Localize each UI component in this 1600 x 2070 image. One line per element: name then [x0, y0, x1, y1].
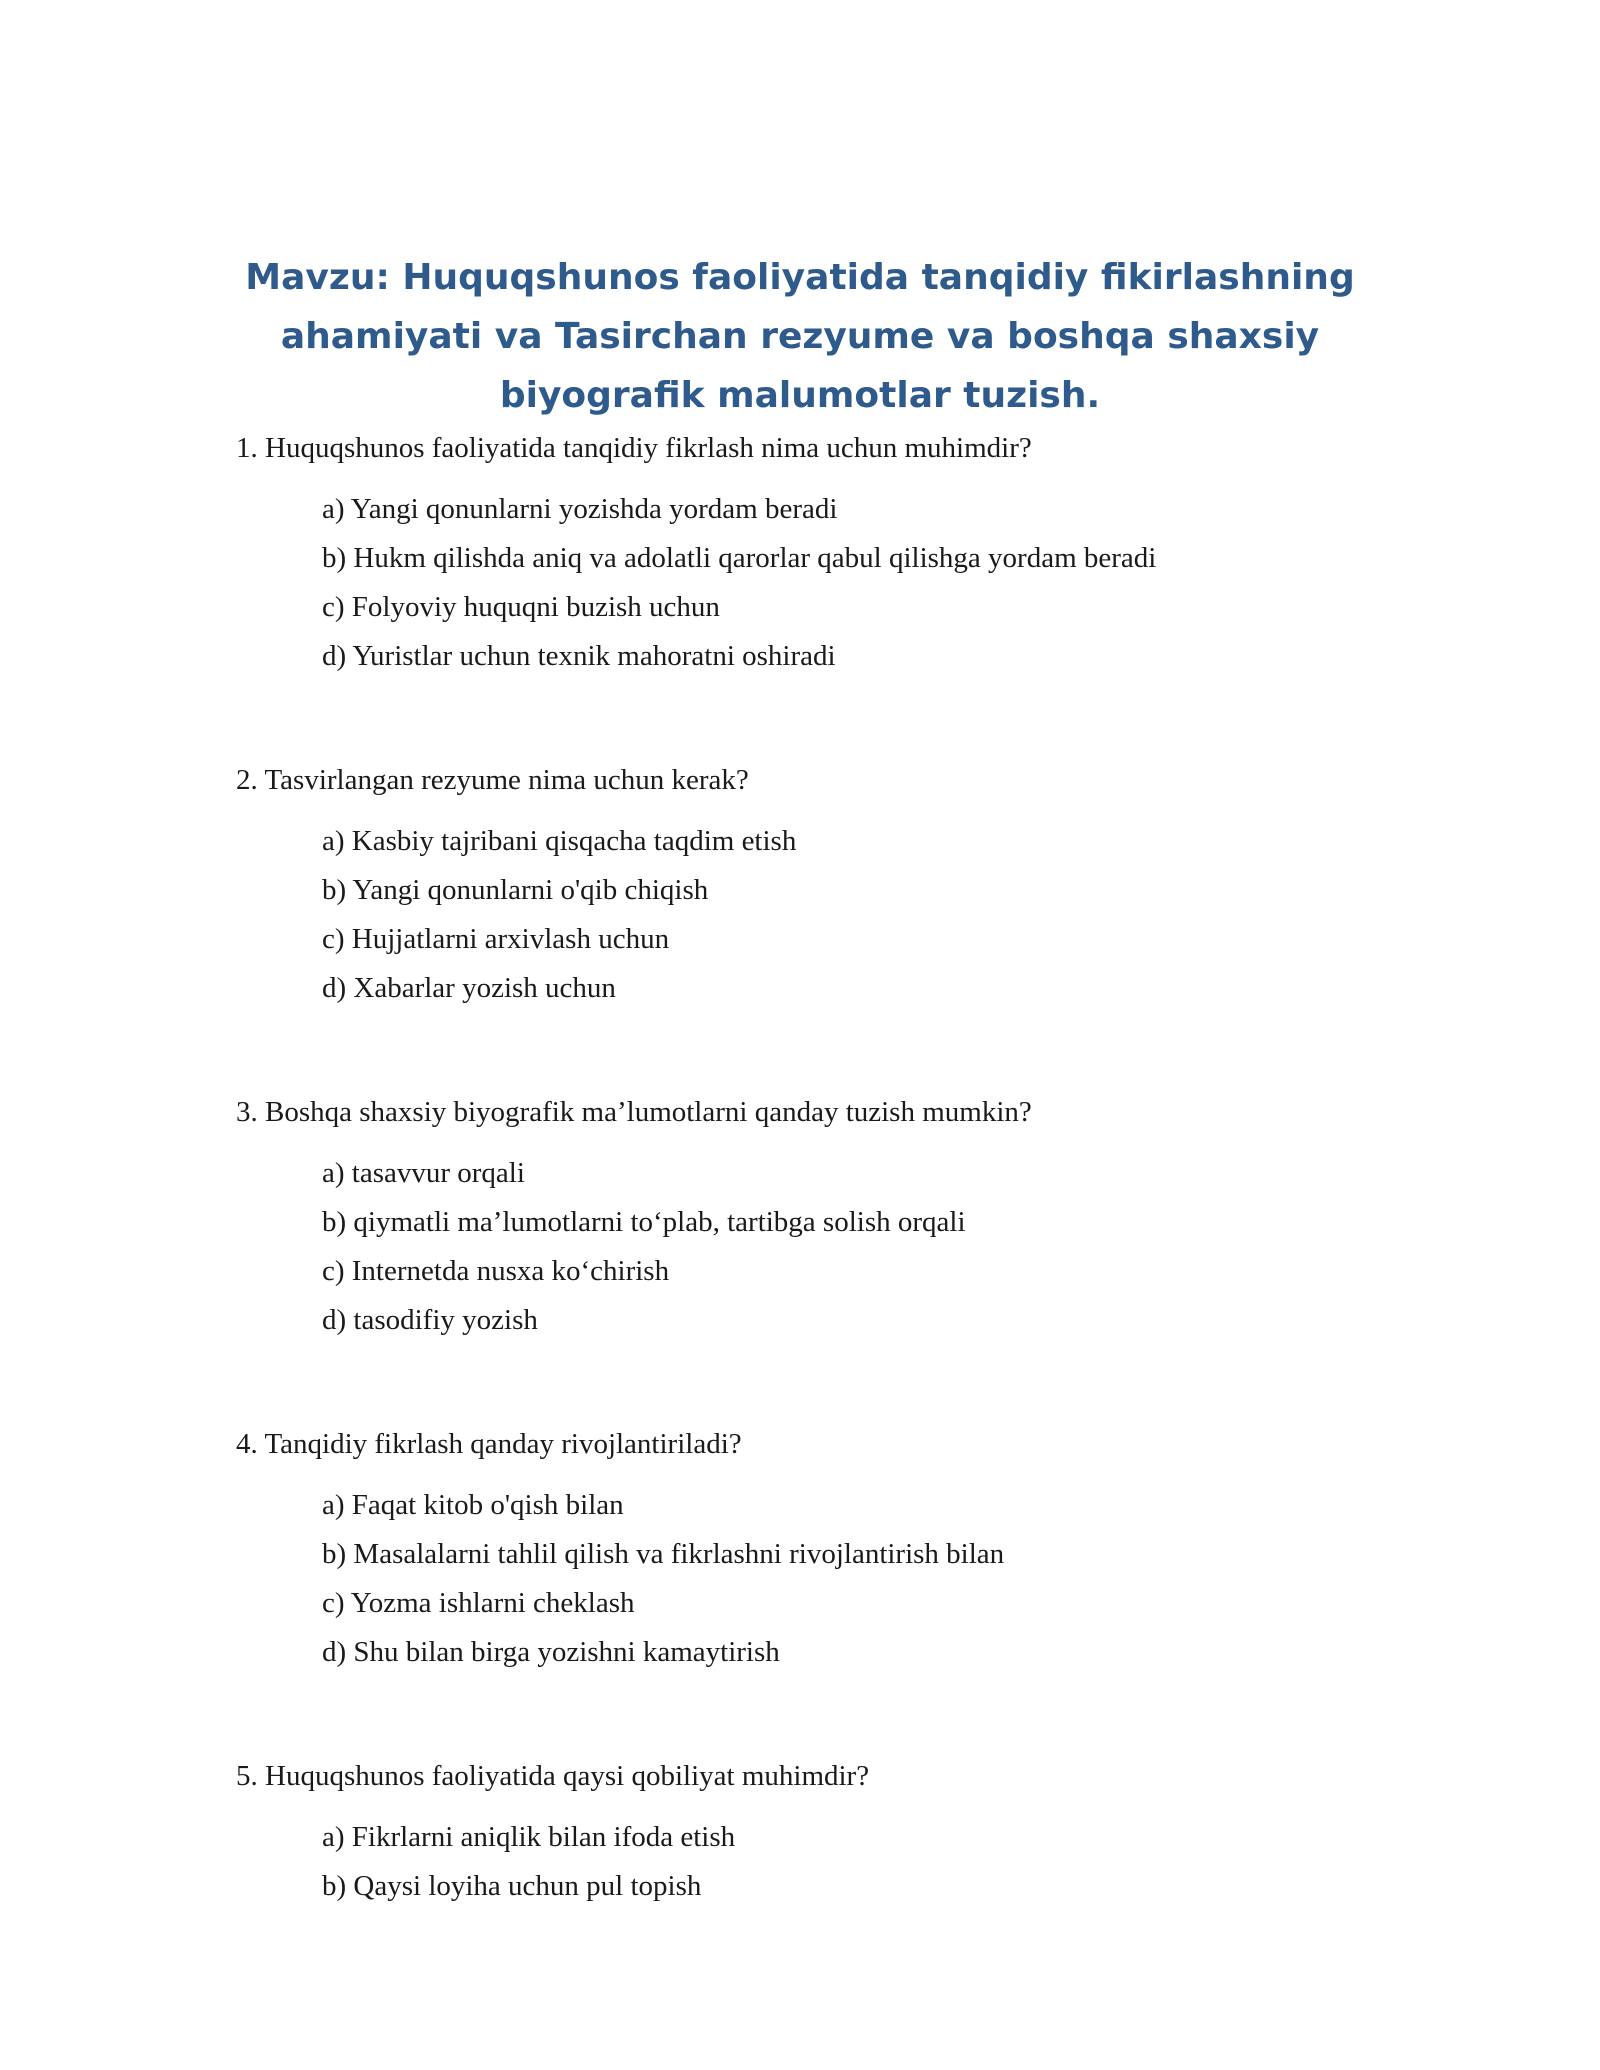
- answer-option: a) Kasbiy tajribani qisqacha taqdim etish: [322, 825, 797, 857]
- answer-option: d) Yuristlar uchun texnik mahoratni oshiradi: [322, 640, 836, 672]
- answer-options: [236, 1813, 1436, 1911]
- question-item: [236, 1424, 1436, 1677]
- answer-options: [236, 1149, 1436, 1345]
- answer-option: c) Hujjatlarni arxivlash uchun: [322, 923, 670, 955]
- answer-option: b) qiymatli ma’lumotlarni to‘plab, tartibga solish orqali: [322, 1206, 966, 1238]
- question-item: [236, 1092, 1436, 1345]
- question-text: 5. Huquqshunos faoliyatida qaysi qobiliyat muhimdir?: [236, 1760, 870, 1792]
- document-title: Mavzu: Huquqshunos faoliyatida tanqidiy fikirlashning ahamiyati va Tasirchan rezyume va boshqa shaxsiy biyografik malumotlar tuzish.: [245, 257, 1355, 416]
- question-item: [236, 428, 1436, 681]
- answer-option: c) Internetda nusxa ko‘chirish: [322, 1255, 670, 1287]
- question-text: 2. Tasvirlangan rezyume nima uchun kerak?: [236, 764, 749, 796]
- answer-option: d) Shu bilan birga yozishni kamaytirish: [322, 1636, 780, 1668]
- answer-option: c) Yozma ishlarni cheklash: [322, 1587, 635, 1619]
- question-item: [236, 760, 1436, 1013]
- answer-option: a) Yangi qonunlarni yozishda yordam beradi: [322, 493, 838, 525]
- answer-option: a) Faqat kitob o'qish bilan: [322, 1489, 624, 1521]
- question-text: 3. Boshqa shaxsiy biyografik ma’lumotlarni qanday tuzish mumkin?: [236, 1096, 1032, 1128]
- answer-option: d) tasodifiy yozish: [322, 1304, 538, 1336]
- answer-option: b) Qaysi loyiha uchun pul topish: [322, 1870, 702, 1902]
- answer-options: [236, 817, 1436, 1013]
- answer-options: [236, 1481, 1436, 1677]
- answer-option: b) Hukm qilishda aniq va adolatli qarorlar qabul qilishga yordam beradi: [322, 542, 1157, 574]
- answer-option: b) Yangi qonunlarni o'qib chiqish: [322, 874, 709, 906]
- question-item: [236, 1756, 1436, 1911]
- answer-option: d) Xabarlar yozish uchun: [322, 972, 616, 1004]
- question-text: 4. Tanqidiy fikrlash qanday rivojlantiriladi?: [236, 1428, 742, 1460]
- answer-option: a) tasavvur orqali: [322, 1157, 525, 1189]
- answer-options: [236, 485, 1436, 681]
- answer-option: a) Fikrlarni aniqlik bilan ifoda etish: [322, 1821, 736, 1853]
- question-text: 1. Huquqshunos faoliyatida tanqidiy fikrlash nima uchun muhimdir?: [236, 432, 1032, 464]
- question-list: [236, 428, 1436, 1990]
- answer-option: b) Masalalarni tahlil qilish va fikrlashni rivojlantirish bilan: [322, 1538, 1005, 1570]
- answer-option: c) Folyoviy huquqni buzish uchun: [322, 591, 720, 623]
